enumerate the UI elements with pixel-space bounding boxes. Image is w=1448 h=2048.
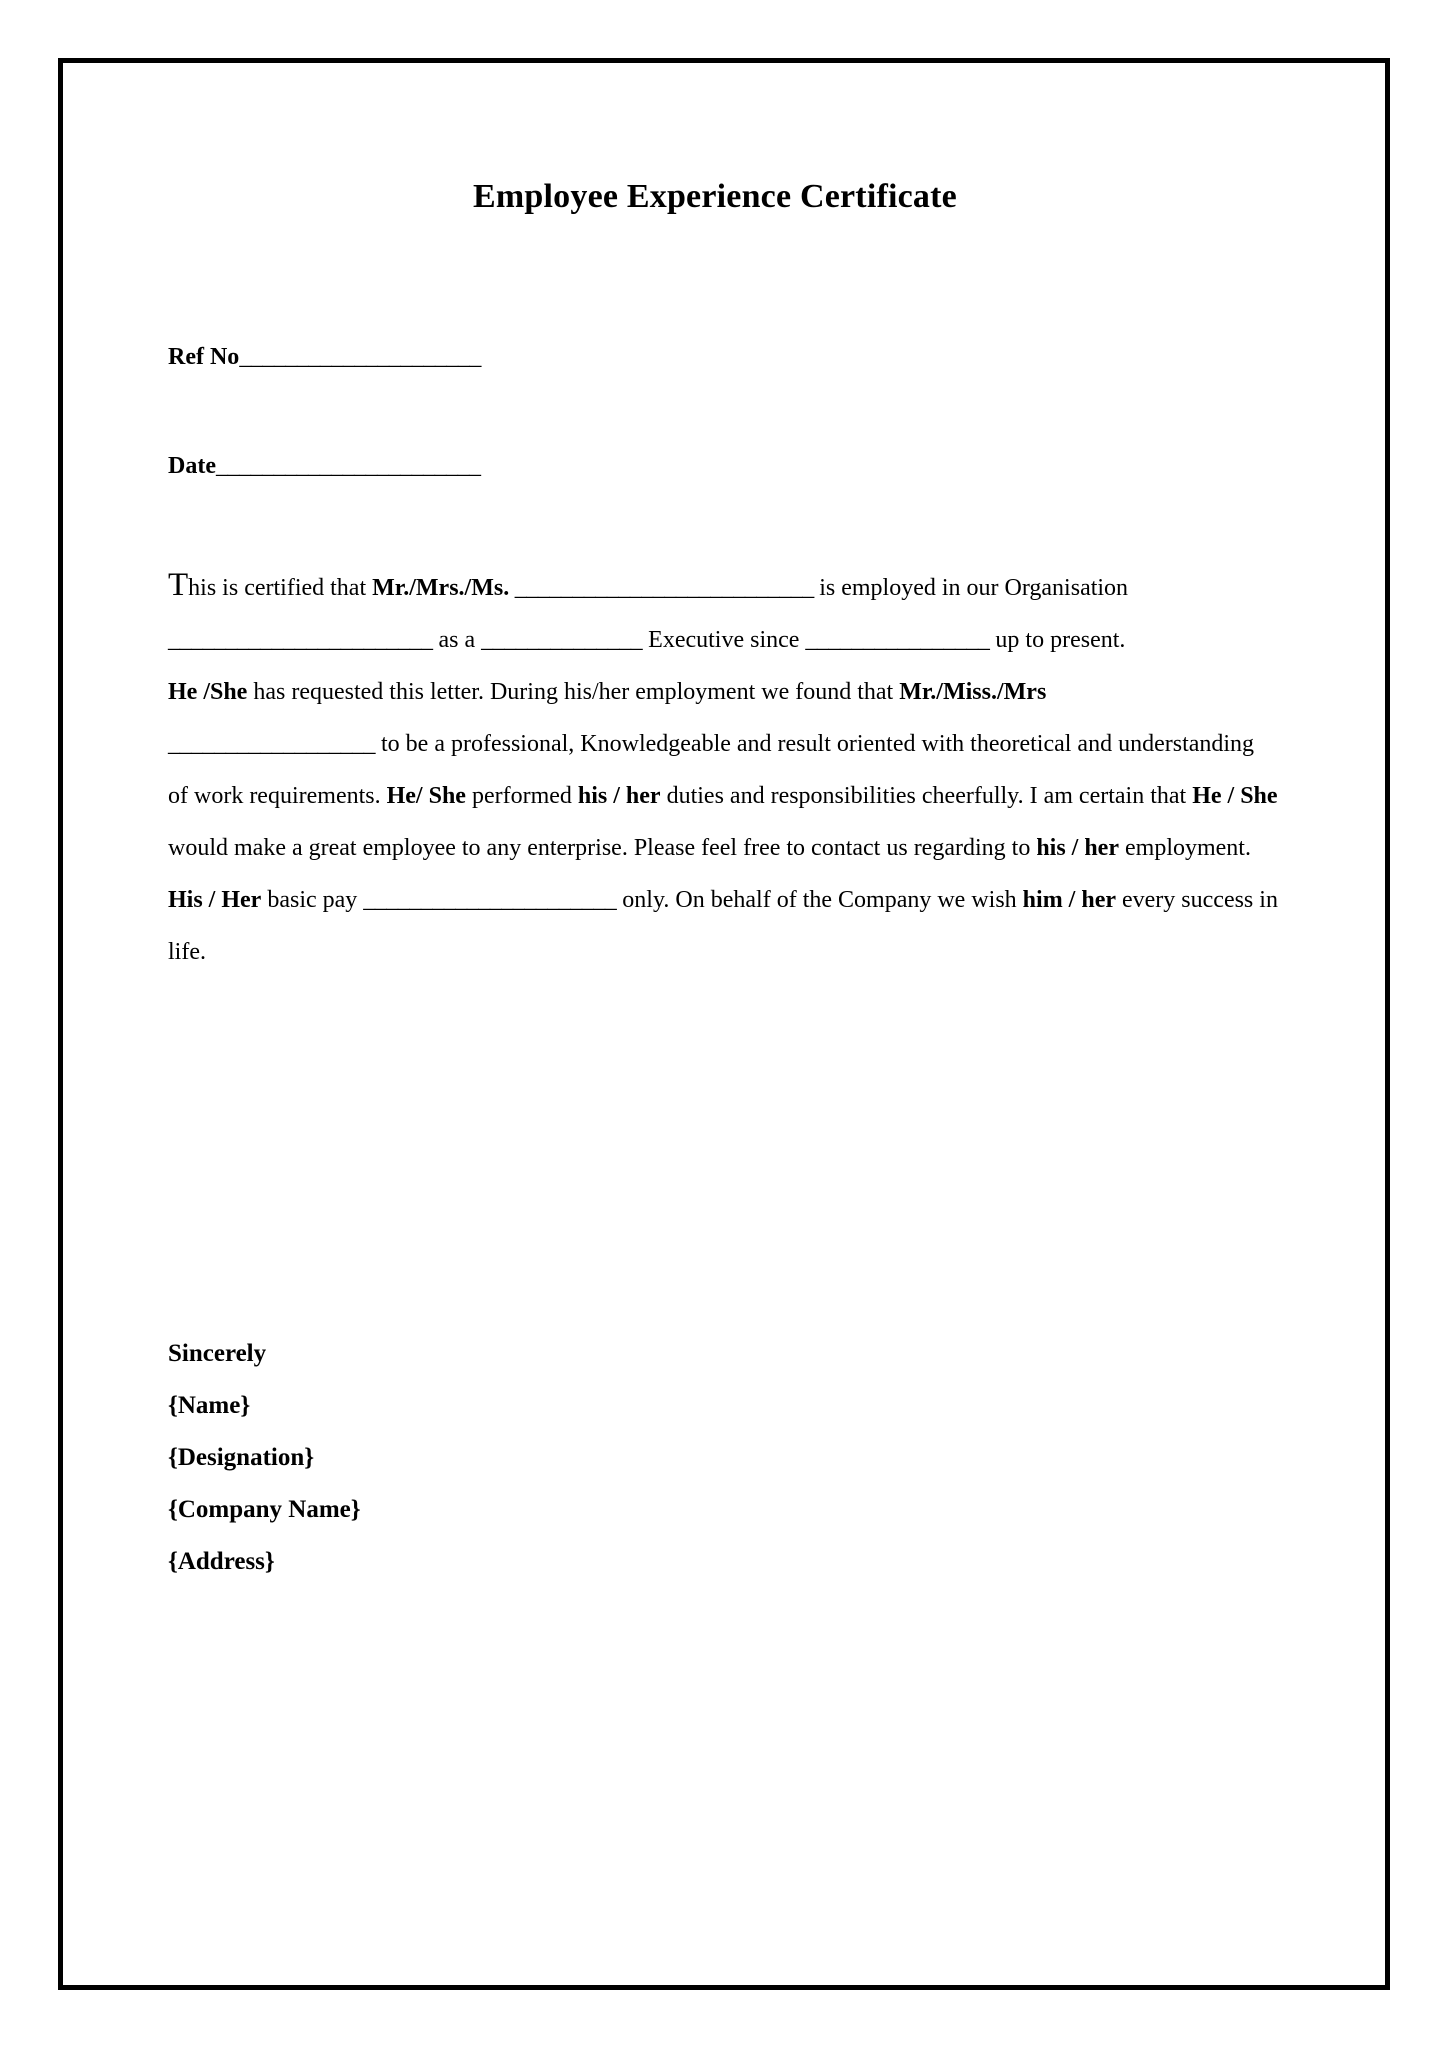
pronoun-options-6: His / Her [168,887,262,913]
body-text-14: every success in life. [168,887,1278,965]
body-text-6: has requested this letter. During his/her employment we found that [247,679,900,705]
signature-block [168,1334,1280,1582]
body-text-11: employment. [1119,835,1251,861]
ref-no-input-blank[interactable]: _____________________ [239,344,481,370]
salutation-options-1: Mr./Mrs./Ms. [372,575,510,601]
body-text-8: performed [465,783,578,809]
since-date-blank[interactable]: ________________ [805,627,990,653]
designation-blank[interactable]: ______________ [481,627,643,653]
signature-closing: Sincerely [168,1340,267,1367]
body-text-4: Executive since [642,627,806,653]
body-paragraph [168,562,1280,978]
pronoun-options-1: He /She [168,679,248,705]
salutation-options-2: Mr./Miss./Mrs [899,679,1047,705]
signature-company-placeholder[interactable]: {Company Name} [168,1496,361,1523]
body-text-13: only. On behalf of the Company we wish [616,887,1023,913]
employee-name-blank[interactable]: __________________________ [509,575,820,601]
signature-address-placeholder[interactable]: {Address} [168,1548,275,1575]
ref-no-label: Ref No [168,344,240,370]
body-text-5: up to present. [989,627,1126,653]
page-title: Employee Experience Certificate [473,178,957,215]
signature-name-placeholder[interactable]: {Name} [168,1392,251,1419]
employee-name-blank-2[interactable]: __________________ [168,731,375,757]
body-dropcap: T [168,567,189,603]
body-text-2: is employed in our Organisation [819,575,1129,601]
date-input-blank[interactable]: _______________________ [215,453,481,479]
pronoun-options-5: his / her [1036,835,1119,861]
body-text-1: his is certified that [188,575,373,601]
pronoun-options-3: his / her [577,783,661,809]
body-text-3: as a [432,627,482,653]
body-text-10: would make a great employee to any enterprise. Please feel free to contact us regarding to [168,835,1037,861]
date-label: Date [168,453,216,479]
organisation-name-blank[interactable]: _______________________ [168,627,433,653]
body-text-9: duties and responsibilities cheerfully. I am certain that [660,783,1193,809]
body-text-12: basic pay [261,887,364,913]
pronoun-options-4: He / She [1192,783,1278,809]
pronoun-options-7: him / her [1022,887,1116,913]
body-text-7: to be a professional, Knowledgeable and result oriented with theoretical and understanding of work requirements. [168,731,1255,809]
basic-pay-blank[interactable]: ______________________ [363,887,617,913]
signature-designation-placeholder[interactable]: {Designation} [168,1444,315,1471]
date-field-row [168,453,1280,480]
certificate-content [168,120,1280,1594]
certificate-body [168,562,1280,978]
ref-no-field-row [168,344,1280,371]
pronoun-options-2: He/ She [386,783,466,809]
